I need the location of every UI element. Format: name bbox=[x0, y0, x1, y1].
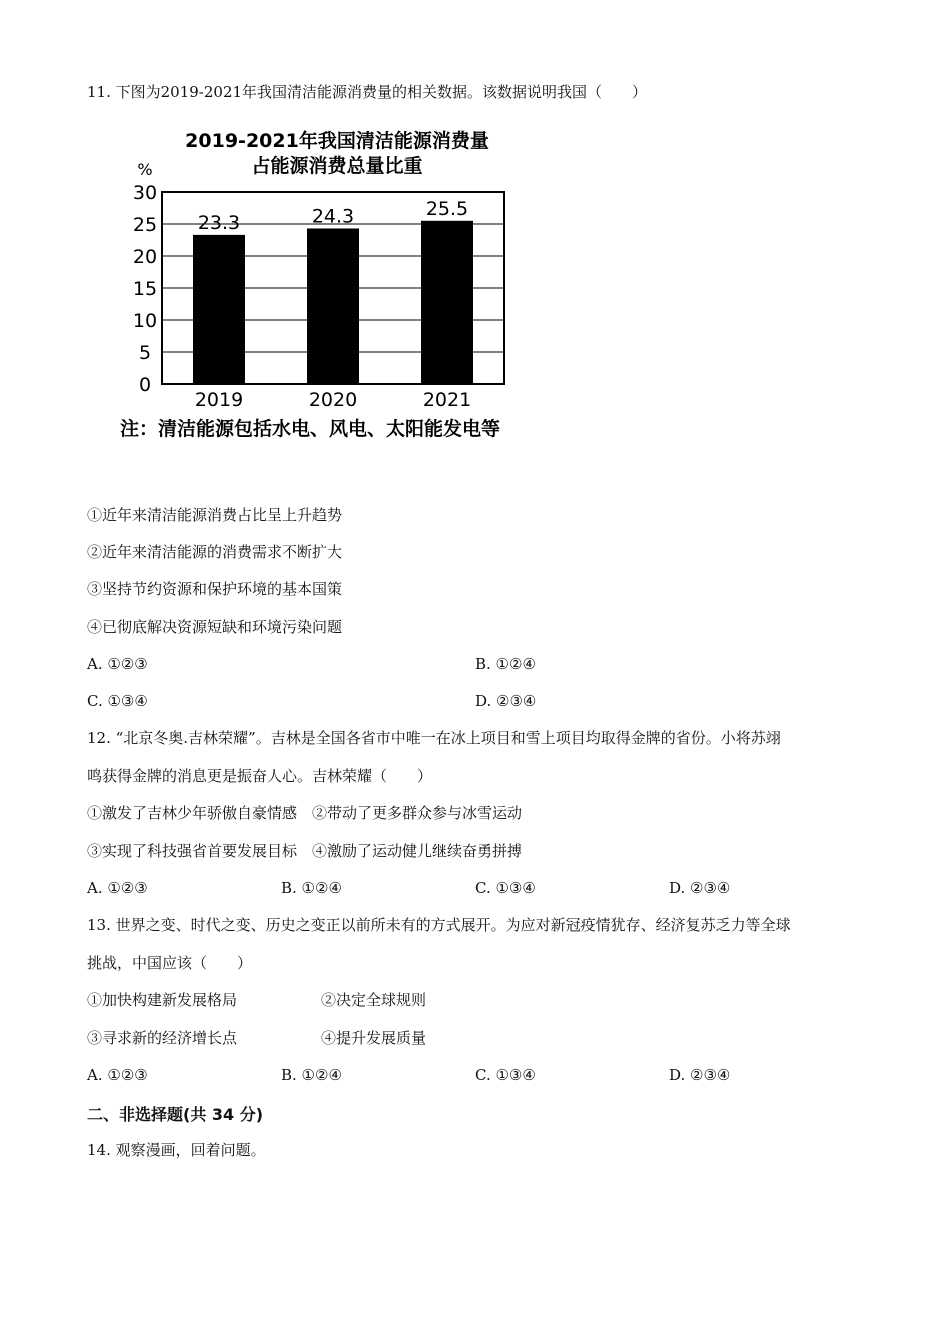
chart-note: 注：清洁能源包括水电、风电、太阳能发电等 bbox=[120, 418, 501, 440]
q12-option-a[interactable]: A. ①②③ bbox=[87, 879, 148, 897]
q11-statement-2: ②近年来清洁能源的消费需求不断扩大 bbox=[87, 543, 343, 561]
q12-statements-line-1: ①激发了吉林少年骄傲自豪情感 ②带动了更多群众参与冰雪运动 bbox=[87, 804, 523, 822]
q13-option-b[interactable]: B. ①②④ bbox=[281, 1066, 342, 1084]
bar-value-label: 25.5 bbox=[425, 197, 469, 220]
q13-statement-3: ③寻求新的经济增长点 bbox=[87, 1029, 238, 1047]
q13-option-c[interactable]: C. ①③④ bbox=[475, 1066, 536, 1084]
y-tick-label: 10 bbox=[132, 310, 158, 332]
q12-statements-line-2: ③实现了科技强省首要发展目标 ④激励了运动健儿继续奋勇拼搏 bbox=[87, 842, 523, 860]
q12-stem-line-2: 鸣获得金牌的消息更是振奋人心。吉林荣耀（ ） bbox=[87, 767, 433, 785]
q13-option-d[interactable]: D. ②③④ bbox=[669, 1066, 731, 1084]
clean-energy-bar-chart bbox=[115, 125, 575, 450]
y-tick-label: 0 bbox=[138, 374, 152, 396]
x-tick-label: 2019 bbox=[194, 389, 244, 411]
q13-stem-line-2: 挑战，中国应该（ ） bbox=[87, 954, 253, 972]
q11-option-c[interactable]: C. ①③④ bbox=[87, 692, 148, 710]
q12-stem-line-1: 12. “北京冬奥.吉林荣耀”。吉林是全国各省市中唯一在冰上项目和雪上项目均取得金牌的省份。小将苏翊 bbox=[87, 729, 781, 747]
q13-statement-1: ①加快构建新发展格局 bbox=[87, 991, 238, 1009]
bar-value-label: 23.3 bbox=[197, 211, 241, 234]
q13-stem-line-1: 13. 世界之变、时代之变、历史之变正以前所未有的方式展开。为应对新冠疫情犹存、经济复苏乏力等全球 bbox=[87, 916, 791, 934]
y-tick-label: 25 bbox=[132, 214, 158, 236]
chart-title: 2019-2021年我国清洁能源消费量 bbox=[185, 130, 489, 152]
y-tick-label: 15 bbox=[132, 278, 158, 300]
bar-2019 bbox=[193, 235, 245, 384]
q12-option-d[interactable]: D. ②③④ bbox=[669, 879, 731, 897]
q11-statement-1: ①近年来清洁能源消费占比呈上升趋势 bbox=[87, 506, 343, 524]
x-tick-label: 2020 bbox=[308, 389, 358, 411]
q14-stem: 14. 观察漫画，回着问题。 bbox=[87, 1141, 266, 1159]
x-tick-label: 2021 bbox=[422, 389, 472, 411]
y-tick-label: 30 bbox=[132, 182, 158, 204]
bar-2021 bbox=[421, 221, 473, 384]
q13-statement-2: ②决定全球规则 bbox=[321, 991, 427, 1009]
q11-option-d[interactable]: D. ②③④ bbox=[475, 692, 537, 710]
chart-ylabel: % bbox=[137, 160, 153, 179]
y-tick-label: 5 bbox=[138, 342, 152, 364]
q12-option-b[interactable]: B. ①②④ bbox=[281, 879, 342, 897]
bar-value-label: 24.3 bbox=[311, 205, 355, 228]
y-tick-label: 20 bbox=[132, 246, 158, 268]
q13-option-a[interactable]: A. ①②③ bbox=[87, 1066, 148, 1084]
bar-2020 bbox=[307, 228, 359, 384]
section-2-title: 二、非选择题(共 34 分) bbox=[87, 1105, 264, 1124]
chart-subtitle: 占能源消费总量比重 bbox=[251, 155, 423, 177]
q11-stem: 11. 下图为2019-2021年我国清洁能源消费量的相关数据。该数据说明我国（ ） bbox=[87, 83, 648, 101]
q13-statement-4: ④提升发展质量 bbox=[321, 1029, 427, 1047]
q11-statement-3: ③坚持节约资源和保护环境的基本国策 bbox=[87, 580, 343, 598]
q11-option-a[interactable]: A. ①②③ bbox=[87, 655, 148, 673]
q11-option-b[interactable]: B. ①②④ bbox=[475, 655, 536, 673]
q12-option-c[interactable]: C. ①③④ bbox=[475, 879, 536, 897]
q11-statement-4: ④已彻底解决资源短缺和环境污染问题 bbox=[87, 618, 343, 636]
